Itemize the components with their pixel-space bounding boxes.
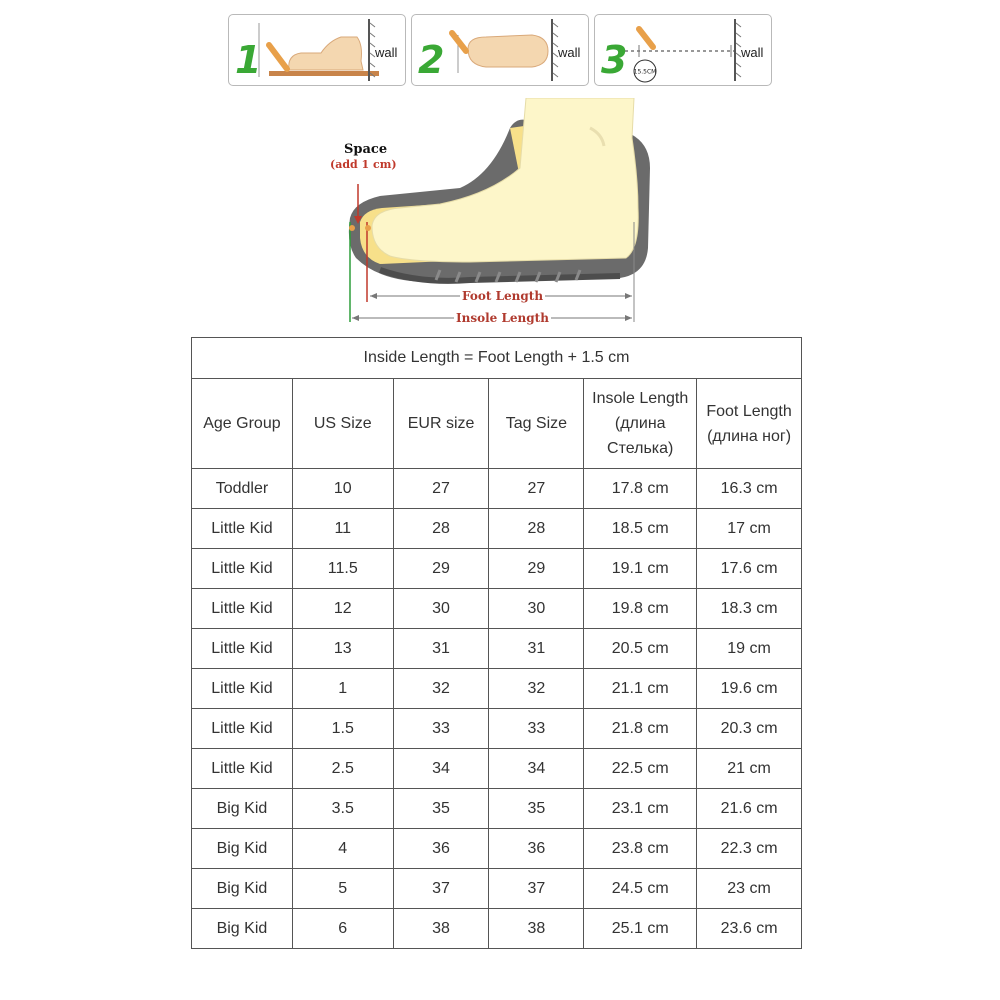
header-insole-length [584,379,697,469]
eur-size-cell: 31 [393,629,489,669]
insole-length-cell: 21.1 cm [584,669,697,709]
measuring-steps [228,14,774,88]
age-group-cell: Big Kid [192,829,293,869]
us-size-cell: 11 [292,509,393,549]
tag-size-cell: 30 [489,589,584,629]
age-group-cell: Little Kid [192,589,293,629]
foot-length-cell: 23 cm [697,869,802,909]
step-number: 1 [235,38,262,82]
us-size-cell: 13 [292,629,393,669]
tag-size-cell: 28 [489,509,584,549]
insole-length-cell: 23.1 cm [584,789,697,829]
us-size-cell: 1 [292,669,393,709]
table-header-row [192,379,802,469]
us-size-cell: 12 [292,589,393,629]
tag-size-cell: 29 [489,549,584,589]
space-subtitle: (add 1 cm) [330,158,397,171]
size-chart-table [191,337,802,949]
foot-length-cell: 17 cm [697,509,802,549]
foot-shape [372,98,638,262]
us-size-cell: 4 [292,829,393,869]
foot-length-cell: 21 cm [697,749,802,789]
tag-size-cell: 33 [489,709,584,749]
step-1-panel [228,14,406,86]
tag-size-cell: 37 [489,869,584,909]
foot-length-cell: 16.3 cm [697,469,802,509]
step-3-panel [594,14,772,86]
table-body [192,469,802,949]
step-number: 2 [418,38,445,82]
header-foot-line2: (длина ног) [707,427,792,445]
table-row [192,829,802,869]
age-group-cell: Little Kid [192,549,293,589]
foot-length-cell: 19.6 cm [697,669,802,709]
header-foot-line1: Foot Length [706,402,792,420]
eur-size-cell: 27 [393,469,489,509]
table-row [192,789,802,829]
wall-label: wall [375,45,398,60]
header-foot-length [697,379,802,469]
table-row [192,669,802,709]
tag-size-cell: 31 [489,629,584,669]
age-group-cell: Little Kid [192,709,293,749]
insole-length-cell: 25.1 cm [584,909,697,949]
wall-label: wall [558,45,581,60]
tag-size-cell: 36 [489,829,584,869]
eur-size-cell: 32 [393,669,489,709]
us-size-cell: 5 [292,869,393,909]
insole-length-cell: 18.5 cm [584,509,697,549]
eur-size-cell: 37 [393,869,489,909]
shoe-fit-diagram [320,98,680,330]
header-insole-line2: (длина [614,415,666,432]
table-caption: Inside Length = Foot Length + 1.5 cm [192,338,802,379]
eur-size-cell: 34 [393,749,489,789]
age-group-cell: Big Kid [192,869,293,909]
foot-length-cell: 17.6 cm [697,549,802,589]
eur-size-cell: 35 [393,789,489,829]
age-group-cell: Little Kid [192,509,293,549]
eur-size-cell: 29 [393,549,489,589]
age-group-cell: Little Kid [192,669,293,709]
us-size-cell: 1.5 [292,709,393,749]
us-size-cell: 3.5 [292,789,393,829]
pencil-icon [639,29,653,47]
us-size-cell: 10 [292,469,393,509]
table-row [192,749,802,789]
age-group-cell: Big Kid [192,909,293,949]
age-group-cell: Toddler [192,469,293,509]
eur-size-cell: 28 [393,509,489,549]
foot-length-cell: 23.6 cm [697,909,802,949]
us-size-cell: 2.5 [292,749,393,789]
pencil-icon [452,33,466,51]
tag-size-cell: 34 [489,749,584,789]
step-2-panel [411,14,589,86]
insole-length-cell: 21.8 cm [584,709,697,749]
insole-length-label: Insole Length [456,311,549,325]
insole-length-cell: 17.8 cm [584,469,697,509]
table-row [192,629,802,669]
foot-top-shape [468,35,548,67]
header-insole-line1: Insole Length [592,390,689,407]
tag-size-cell: 27 [489,469,584,509]
pencil-icon [269,45,287,69]
header-insole-line3: Стелька) [607,440,674,457]
eur-size-cell: 30 [393,589,489,629]
table-row [192,509,802,549]
foot-length-cell: 19 cm [697,629,802,669]
header-us-size: US Size [292,379,393,469]
us-size-cell: 11.5 [292,549,393,589]
age-group-cell: Little Kid [192,749,293,789]
step-number: 3 [601,38,628,82]
tag-size-cell: 35 [489,789,584,829]
header-age-group: Age Group [192,379,293,469]
foot-length-cell: 21.6 cm [697,789,802,829]
eur-size-cell: 33 [393,709,489,749]
us-size-cell: 6 [292,909,393,949]
table-row [192,589,802,629]
foot-length-label: Foot Length [462,289,544,303]
table-row [192,549,802,589]
ruler-badge-text: 15.5CM [633,68,657,76]
table-row [192,869,802,909]
foot-length-cell: 22.3 cm [697,829,802,869]
age-group-cell: Big Kid [192,789,293,829]
insole-length-cell: 24.5 cm [584,869,697,909]
foot-length-cell: 20.3 cm [697,709,802,749]
table-row [192,909,802,949]
eur-size-cell: 36 [393,829,489,869]
foot-shape [289,37,363,70]
insole-length-cell: 23.8 cm [584,829,697,869]
insole-length-cell: 22.5 cm [584,749,697,789]
age-group-cell: Little Kid [192,629,293,669]
foot-length-cell: 18.3 cm [697,589,802,629]
wall-label: wall [741,45,764,60]
insole-length-cell: 19.8 cm [584,589,697,629]
table-row [192,469,802,509]
space-title: Space [344,142,388,157]
floor-board [269,71,379,76]
header-tag-size: Tag Size [489,379,584,469]
eur-size-cell: 38 [393,909,489,949]
insole-length-cell: 20.5 cm [584,629,697,669]
tag-size-cell: 32 [489,669,584,709]
tag-size-cell: 38 [489,909,584,949]
table-row [192,709,802,749]
insole-length-cell: 19.1 cm [584,549,697,589]
header-eur-size: EUR size [393,379,489,469]
